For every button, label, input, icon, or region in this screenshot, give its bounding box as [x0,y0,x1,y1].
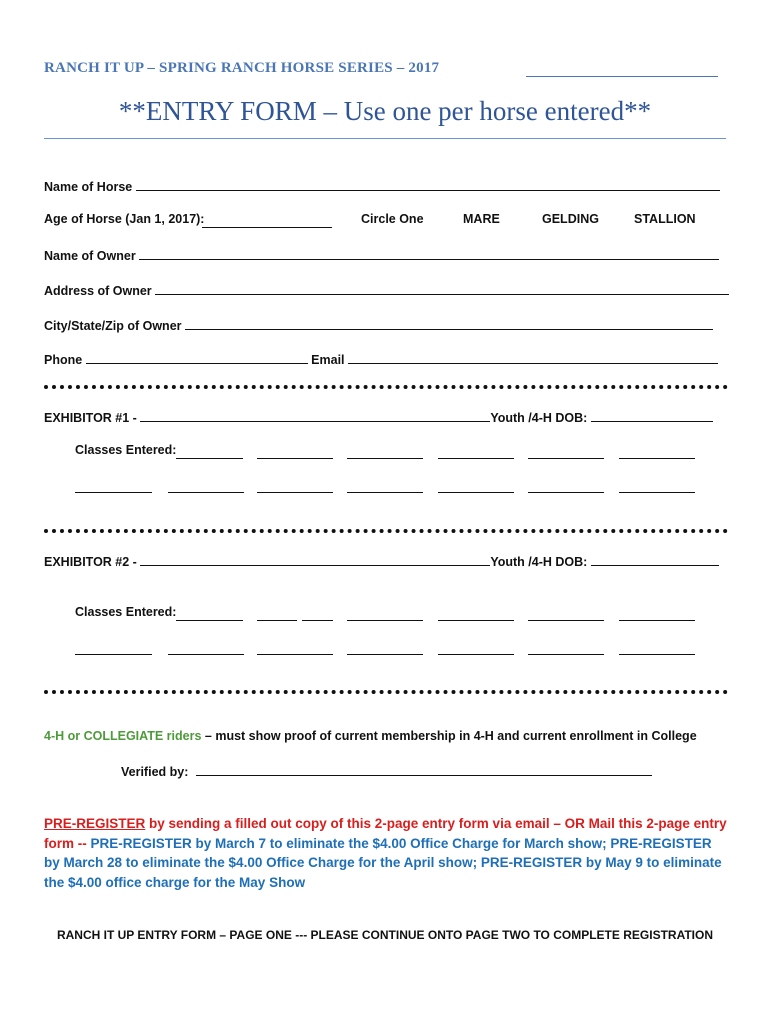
exhibitor1-label: EXHIBITOR #1 - [44,411,137,425]
exhibitor2-classes-label: Classes Entered: [75,605,177,619]
owner-city-field[interactable] [185,317,713,330]
exhibitor2-class-field[interactable] [75,653,152,655]
exhibitor2-name-field[interactable] [140,553,490,566]
exhibitor1-name-field[interactable] [140,409,490,422]
sex-option-gelding[interactable]: GELDING [542,212,599,226]
exhibitor1-class-field[interactable] [257,491,333,493]
horse-name-label: Name of Horse [44,180,133,194]
exhibitor1-dob-field[interactable] [591,409,713,422]
section-divider [44,529,728,533]
exhibitor1-dob-label: Youth /4-H DOB: [490,411,588,425]
exhibitor1-class-field[interactable] [347,491,423,493]
exhibitor1-class-field[interactable] [438,491,514,493]
exhibitor2-class-field[interactable] [347,619,423,621]
exhibitor1-class-field[interactable] [619,457,695,459]
owner-address-row [44,282,729,298]
exhibitor1-class-field[interactable] [168,491,244,493]
verified-label: Verified by: [121,765,189,779]
exhibitor1-class-field[interactable] [347,457,423,459]
owner-name-field[interactable] [139,247,719,260]
preregister-red-text: by sending a filled out copy of this 2-page entry form via email – OR Mail this 2-page entry form -- [44,816,727,851]
exhibitor1-class-field[interactable] [528,457,604,459]
verified-field[interactable] [196,763,652,776]
page-footer: RANCH IT UP ENTRY FORM – PAGE ONE --- PLEASE CONTINUE ONTO PAGE TWO TO COMPLETE REGISTRATION [56,928,714,942]
horse-name-row [44,178,720,194]
preregister-blue-text: PRE-REGISTER by March 7 to eliminate the $4.00 Office Charge for March show; PRE-REGISTER by March 28 to eliminate the $4.00 Office Charge for the April show; PRE-REGISTER by May 9 to eliminate the $4.00 office charge for the May Show [44,835,722,890]
exhibitor1-class-field[interactable] [176,457,243,459]
sex-option-stallion[interactable]: STALLION [634,212,696,226]
exhibitor1-class-field[interactable] [257,457,333,459]
exhibitor1-row [44,409,713,425]
verified-row [121,763,652,779]
exhibitor2-class-field[interactable] [176,619,243,621]
preregister-notice [44,814,728,892]
exhibitor2-class-field[interactable] [528,619,604,621]
owner-address-label: Address of Owner [44,284,152,298]
exhibitor2-class-field[interactable] [302,619,333,621]
exhibitor2-dob-label: Youth /4-H DOB: [490,555,588,569]
email-label: Email [311,353,345,367]
horse-age-label: Age of Horse (Jan 1, 2017): [44,212,205,226]
exhibitor2-label: EXHIBITOR #2 - [44,555,137,569]
email-field[interactable] [348,351,718,364]
membership-text: – must show proof of current membership in 4-H and current enrollment in College [201,729,697,743]
exhibitor2-class-field[interactable] [347,653,423,655]
owner-city-row [44,317,713,333]
header-blank-line[interactable] [526,76,718,77]
horse-name-field[interactable] [136,178,720,191]
horse-age-field[interactable] [202,226,332,228]
membership-notice [44,729,697,743]
exhibitor1-class-field[interactable] [528,491,604,493]
exhibitor2-class-field[interactable] [257,653,333,655]
exhibitor1-class-field[interactable] [75,491,152,493]
exhibitor2-class-field[interactable] [438,619,514,621]
exhibitor2-class-field[interactable] [168,653,244,655]
exhibitor1-class-field[interactable] [619,491,695,493]
sex-option-mare[interactable]: MARE [463,212,500,226]
page-title: **ENTRY FORM – Use one per horse entered** [118,96,652,126]
exhibitor1-class-field[interactable] [438,457,514,459]
exhibitor2-class-field[interactable] [619,653,695,655]
exhibitor2-class-field[interactable] [438,653,514,655]
section-divider [44,385,728,389]
title-rule [44,138,726,139]
series-title: RANCH IT UP – SPRING RANCH HORSE SERIES – 2017 [44,60,440,76]
membership-highlight: 4-H or COLLEGIATE riders [44,729,202,743]
exhibitor1-classes-label: Classes Entered: [75,443,177,457]
owner-contact-row [44,351,718,367]
circle-one-label: Circle One [361,212,424,226]
owner-name-row [44,247,719,263]
phone-field[interactable] [86,351,308,364]
exhibitor2-dob-field[interactable] [591,553,719,566]
phone-label: Phone [44,353,83,367]
exhibitor2-row [44,553,719,569]
exhibitor2-class-field[interactable] [257,619,297,621]
exhibitor2-class-field[interactable] [528,653,604,655]
section-divider [44,690,728,694]
exhibitor2-class-field[interactable] [619,619,695,621]
preregister-lead: PRE-REGISTER [44,816,146,831]
owner-address-field[interactable] [155,282,729,295]
owner-name-label: Name of Owner [44,249,136,263]
owner-city-label: City/State/Zip of Owner [44,319,182,333]
